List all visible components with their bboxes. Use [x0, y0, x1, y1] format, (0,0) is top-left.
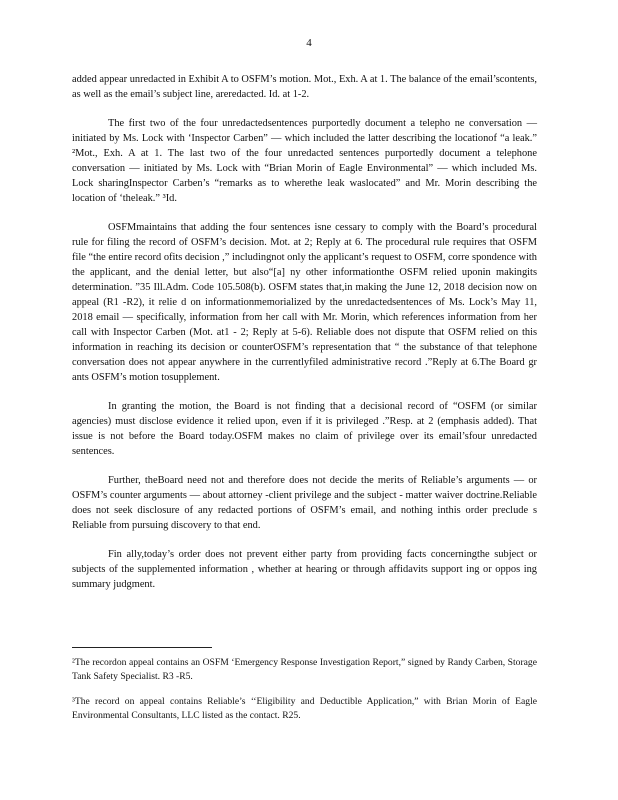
paragraph-unredacted-sentences: The first two of the four unredactedsentences purportedly document a telepho ne conversation — initiated by Ms. Lock with ‘Inspector Carben” — which included the latter describing the locationof “a leak.” ²Mot., Exh. A at 1. The last two of the four unredacted sentences purportedly document a telephone conversation — initiated by Ms. Lock with “Brian Morin of Eagle Environmental” — which included Ms. Lock sharingInspector Carben’s “remarks as to wherethe leak waslocated” and Mr. Morin describing the location of ‘theleak.” ³Id.: [72, 118, 537, 204]
footnotes: [72, 656, 537, 734]
footnote-2: ²The recordon appeal contains an OSFM ‘Emergency Response Investigation Report,” signed by Randy Carben, Storage Tank Safety Specialist. R3 -R5.: [72, 657, 537, 682]
paragraph-continuation: added appear unredacted in Exhibit A to OSFM’s motion. Mot., Exh. A at 1. The balance of the email’scontents, as well as the email’s subject line, areredacted. Id. at 1-2.: [72, 74, 537, 100]
paragraph-granting-motion: In granting the motion, the Board is not finding that a decisional record of “OSFM (or similar agencies) must disclose evidence it relied upon, even if it is privileged .”Resp. at 2 (emphasis added). That issue is not before the Board today.OSFM makes no claim of privilege over its email’sfour unredacted sentences.: [72, 401, 537, 457]
footnote-divider: [72, 647, 212, 648]
body-text: [72, 72, 537, 606]
paragraph-further: Further, theBoard need not and therefore does not decide the merits of Reliable’s arguments — or OSFM’s counter arguments — about attorney -client privilege and the subject - matter waiver doctrine.Reliable does not seek disclosure of any redacted portions of OSFM’s email, and nothing inthis order preclude s Reliable from pursuing discovery to that end.: [72, 475, 537, 531]
page-number: 4: [306, 37, 312, 49]
paragraph-finally: Fin ally,today’s order does not prevent either party from providing facts concerningthe subject or subjects of the supplemented information , whether at hearing or through affidavits support ing or oppos ing summary judgment.: [72, 549, 537, 590]
paragraph-osfm-maintains: OSFMmaintains that adding the four sentences isne cessary to comply with the Board’s procedural rule for filing the record of OSFM’s decision. Mot. at 2; Reply at 6. The procedural rule requires that OSFM file “the entire record ofits decision ,” includingnot only the applicant’s request to OSFM, corre spondence with the applicant, and the denial letter, but also“[a] ny other informationthe OSFM relied uponin makingits determination. ”35 Ill.Adm. Code 105.508(b). OSFM states that,in making the June 12, 2018 decision now on appeal (R1 -R2), it relie d on informationmemorialized by the unredactedsentences of Ms. Lock’s May 11, 2018 email — specifically, information from her call with Mr. Morin, which references information from her call with Inspector Carben (Mot. at1 - 2; Reply at 5-6). Reliable does not dispute that OSFM relied on this information in reaching its decision or counterOSFM’s representation that “ the substance of that telephone conversation does not appear anywhere in the currentlyfiled administrative record .”Reply at 6.The Board gr ants OSFM’s motion tosupplement.: [72, 222, 537, 383]
footnote-3: ³The record on appeal contains Reliable’s ‘‘Eligibility and Deductible Application,” with Brian Morin of Eagle Environmental Consultants, LLC listed as the contact. R25.: [72, 696, 537, 721]
